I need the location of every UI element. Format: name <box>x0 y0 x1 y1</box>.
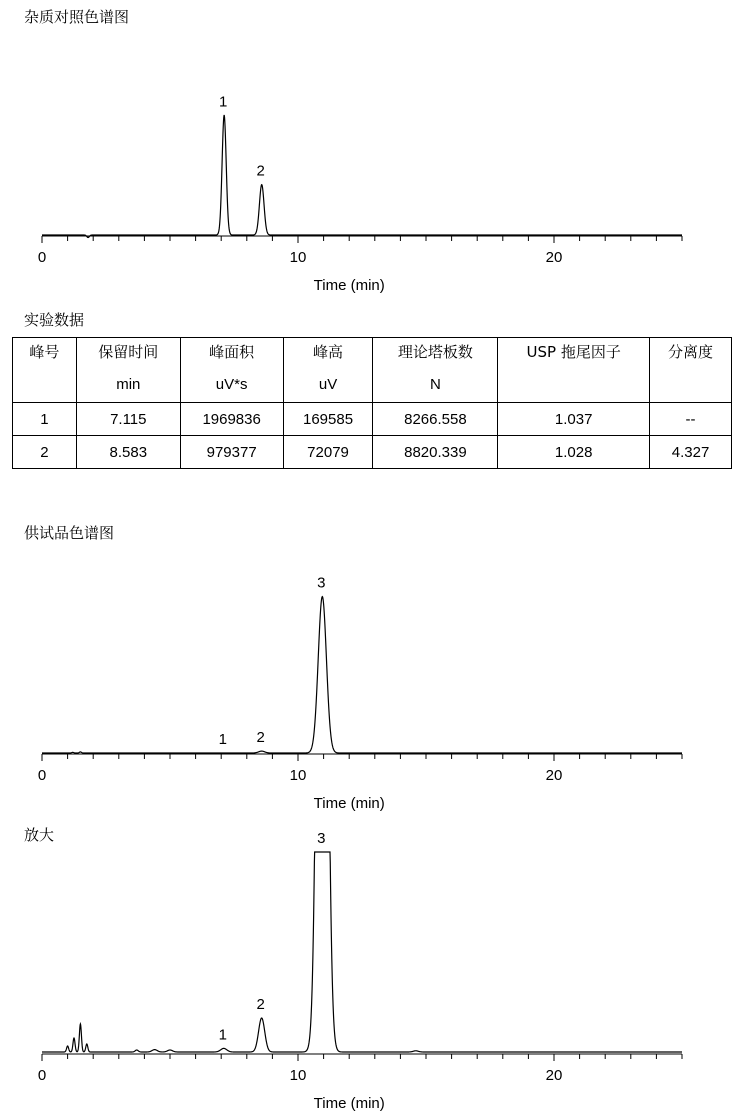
cell-retention-time: 8.583 <box>76 436 180 469</box>
experimental-data-title: 实验数据 <box>24 311 85 329</box>
peak-label: 2 <box>256 729 265 747</box>
cell-tailing-factor: 1.037 <box>498 403 650 436</box>
cell-peak-height: 72079 <box>283 436 373 469</box>
x-tick-label: 20 <box>545 1067 563 1084</box>
sample-chromatogram-title: 供试品色谱图 <box>24 524 115 542</box>
x-tick-label: 20 <box>545 767 563 784</box>
header-retention-time: 保留时间 min <box>76 338 180 403</box>
zoomed-chromatogram-title: 放大 <box>24 826 55 844</box>
header-peak-height: 峰高 uV <box>283 338 373 403</box>
sample-chromatogram <box>0 566 739 816</box>
reference-chromatogram <box>0 70 739 300</box>
table-header-row <box>13 338 732 403</box>
cell-peak-height: 169585 <box>283 403 373 436</box>
cell-theoretical-plates: 8820.339 <box>373 436 498 469</box>
cell-resolution: 4.327 <box>650 436 732 469</box>
x-tick-label: 20 <box>545 249 563 266</box>
header-resolution: 分离度 <box>650 338 732 403</box>
x-axis-label: Time (min) <box>313 1095 385 1111</box>
header-theoretical-plates: 理论塔板数 N <box>373 338 498 403</box>
cell-theoretical-plates: 8266.558 <box>373 403 498 436</box>
peak-label: 2 <box>256 996 265 1013</box>
chromatogram-trace <box>42 116 682 238</box>
x-tick-label: 10 <box>289 1067 307 1084</box>
header-tailing-factor: USP 拖尾因子 <box>498 338 650 403</box>
table-row <box>13 403 732 436</box>
cell-tailing-factor: 1.028 <box>498 436 650 469</box>
header-peak-area: 峰面积 uV*s <box>180 338 283 403</box>
reference-chromatogram-title: 杂质对照色谱图 <box>24 8 130 26</box>
cell-resolution: -- <box>650 403 732 436</box>
x-axis-label: Time (min) <box>313 795 385 812</box>
cell-peak-area: 979377 <box>180 436 283 469</box>
header-peak-number: 峰号 <box>13 338 77 403</box>
chromatogram-trace <box>42 852 682 1052</box>
chromatogram-trace <box>42 597 682 753</box>
x-tick-label: 10 <box>289 249 307 266</box>
experimental-data-table <box>12 337 732 469</box>
cell-peak-number: 1 <box>13 403 77 436</box>
peak-label: 1 <box>218 1026 227 1044</box>
cell-peak-area: 1969836 <box>180 403 283 436</box>
cell-retention-time: 7.115 <box>76 403 180 436</box>
peak-label: 3 <box>317 830 326 847</box>
x-axis-label: Time (min) <box>313 277 385 294</box>
peak-label: 2 <box>256 162 265 180</box>
peak-label: 1 <box>218 93 228 111</box>
cell-peak-number: 2 <box>13 436 77 469</box>
x-tick-label: 10 <box>289 767 307 784</box>
peak-label: 1 <box>218 731 227 748</box>
table-row <box>13 436 732 469</box>
x-tick-label: 0 <box>37 1067 47 1084</box>
x-tick-label: 0 <box>37 767 47 784</box>
peak-label: 3 <box>317 574 326 592</box>
x-tick-label: 0 <box>37 249 47 266</box>
